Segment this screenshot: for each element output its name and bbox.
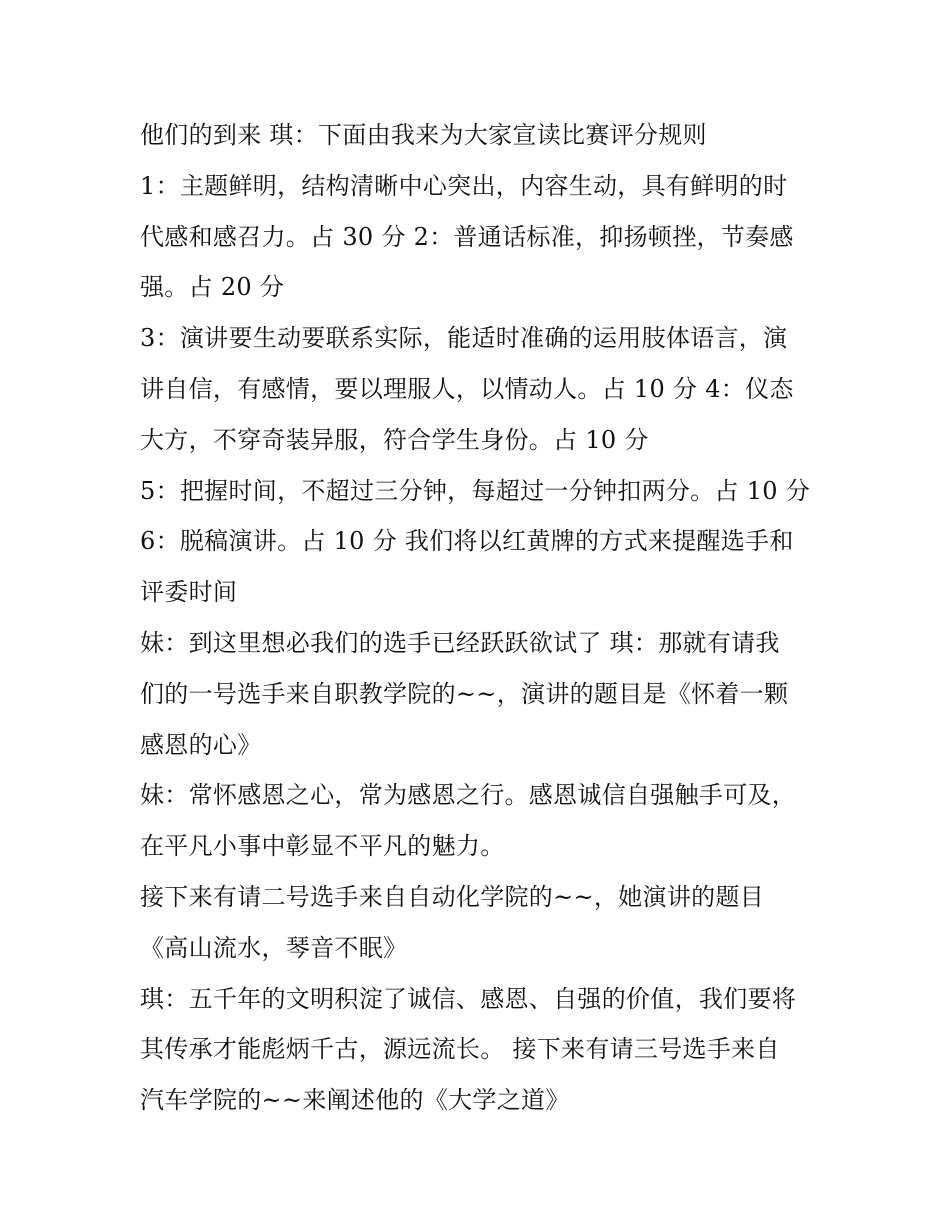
text-line: 强。占 20 分	[140, 273, 285, 302]
text-line: 代感和感召力。占 30 分 2：普通话标准，抑扬顿挫，节奏感	[140, 222, 794, 251]
text-line: 琪：五千年的文明积淀了诚信、感恩、自强的价值，我们要将	[140, 984, 797, 1013]
text-line: 汽车学院的~~来阐述他的《大学之道》	[140, 1086, 570, 1115]
text-line: 他们的到来 琪：下面由我来为大家宣读比赛评分规则	[140, 121, 707, 149]
text-line: 6：脱稿演讲。占 10 分 我们将以红黄牌的方式来提醒选手和	[140, 527, 794, 556]
text-line: 妹：到这里想必我们的选手已经跃跃欲试了 琪：那就有请我	[140, 628, 780, 657]
document-body	[140, 110, 830, 1126]
text-line: 《高山流水，琴音不眠》	[140, 933, 408, 962]
text-line: 其传承才能彪炳千古，源远流长。 接下来有请三号选手来自	[140, 1035, 780, 1064]
text-line: 们的一号选手来自职教学院的~~，演讲的题目是《怀着一颗	[140, 679, 789, 708]
text-line: 评委时间	[140, 578, 238, 607]
text-line: 接下来有请二号选手来自自动化学院的~~，她演讲的题目	[140, 882, 765, 911]
text-line: 1：主题鲜明，结构清晰中心突出，内容生动，具有鲜明的时	[140, 171, 788, 200]
text-line: 3：演讲要生动要联系实际，能适时准确的运用肢体语言，演	[140, 324, 788, 353]
text-line: 5：把握时间，不超过三分钟，每超过一分钟扣两分。占 10 分	[140, 476, 811, 505]
text-line: 大方，不穿奇装异服，符合学生身份。占 10 分	[140, 425, 649, 454]
text-line: 感恩的心》	[140, 730, 262, 759]
text-line: 讲自信，有感情，要以理服人，以情动人。占 10 分 4：仪态	[140, 374, 794, 403]
text-line: 在平凡小事中彰显不平凡的魅力。	[140, 832, 505, 861]
text-line: 妹：常怀感恩之心，常为感恩之行。感恩诚信自强触手可及，	[140, 781, 797, 810]
